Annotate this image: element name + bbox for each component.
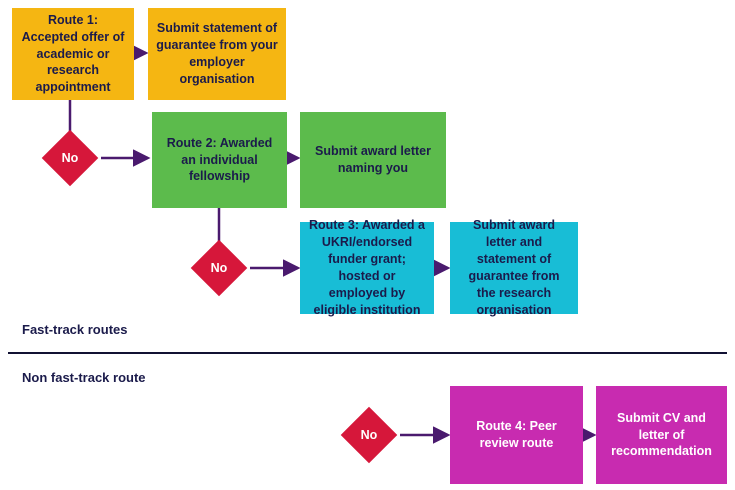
- node-route1[interactable]: [12, 8, 134, 100]
- node-route4[interactable]: [450, 386, 583, 484]
- decision-no-3[interactable]: [338, 413, 400, 457]
- decision-no-1[interactable]: [39, 136, 101, 180]
- section-divider: [8, 352, 727, 354]
- node-route2[interactable]: [152, 112, 287, 208]
- decision-no-2[interactable]: [188, 246, 250, 290]
- node-submit1-label: Submit statement of guarantee from your employer organisation: [156, 21, 278, 86]
- node-route3-label: Route 3: Awarded a UKRI/endorsed funder grant; hosted or employed by eligible institution: [309, 218, 425, 317]
- section-label-fast-track: Fast-track routes: [22, 322, 128, 337]
- node-submit2[interactable]: [300, 112, 446, 208]
- decision-no-3-label: No: [360, 428, 378, 442]
- node-submit3-label: Submit award letter and statement of guarantee from the research organisation: [468, 218, 560, 317]
- node-submit3[interactable]: [450, 218, 578, 317]
- node-route3[interactable]: [300, 218, 434, 317]
- node-route4-label: Route 4: Peer review route: [476, 419, 557, 450]
- decision-no-1-label: No: [61, 151, 79, 165]
- section-label-non-fast-track: Non fast-track route: [22, 370, 146, 385]
- node-submit4-label: Submit CV and letter of recommendation: [611, 410, 712, 459]
- node-route2-label: Route 2: Awarded an individual fellowship: [166, 135, 273, 184]
- node-submit4[interactable]: [596, 386, 727, 484]
- node-route1-label: Route 1: Accepted offer of academic or research appointment: [21, 12, 125, 95]
- decision-no-2-label: No: [210, 261, 228, 275]
- node-submit1[interactable]: [148, 8, 286, 100]
- node-submit2-label: Submit award letter naming you: [315, 144, 431, 175]
